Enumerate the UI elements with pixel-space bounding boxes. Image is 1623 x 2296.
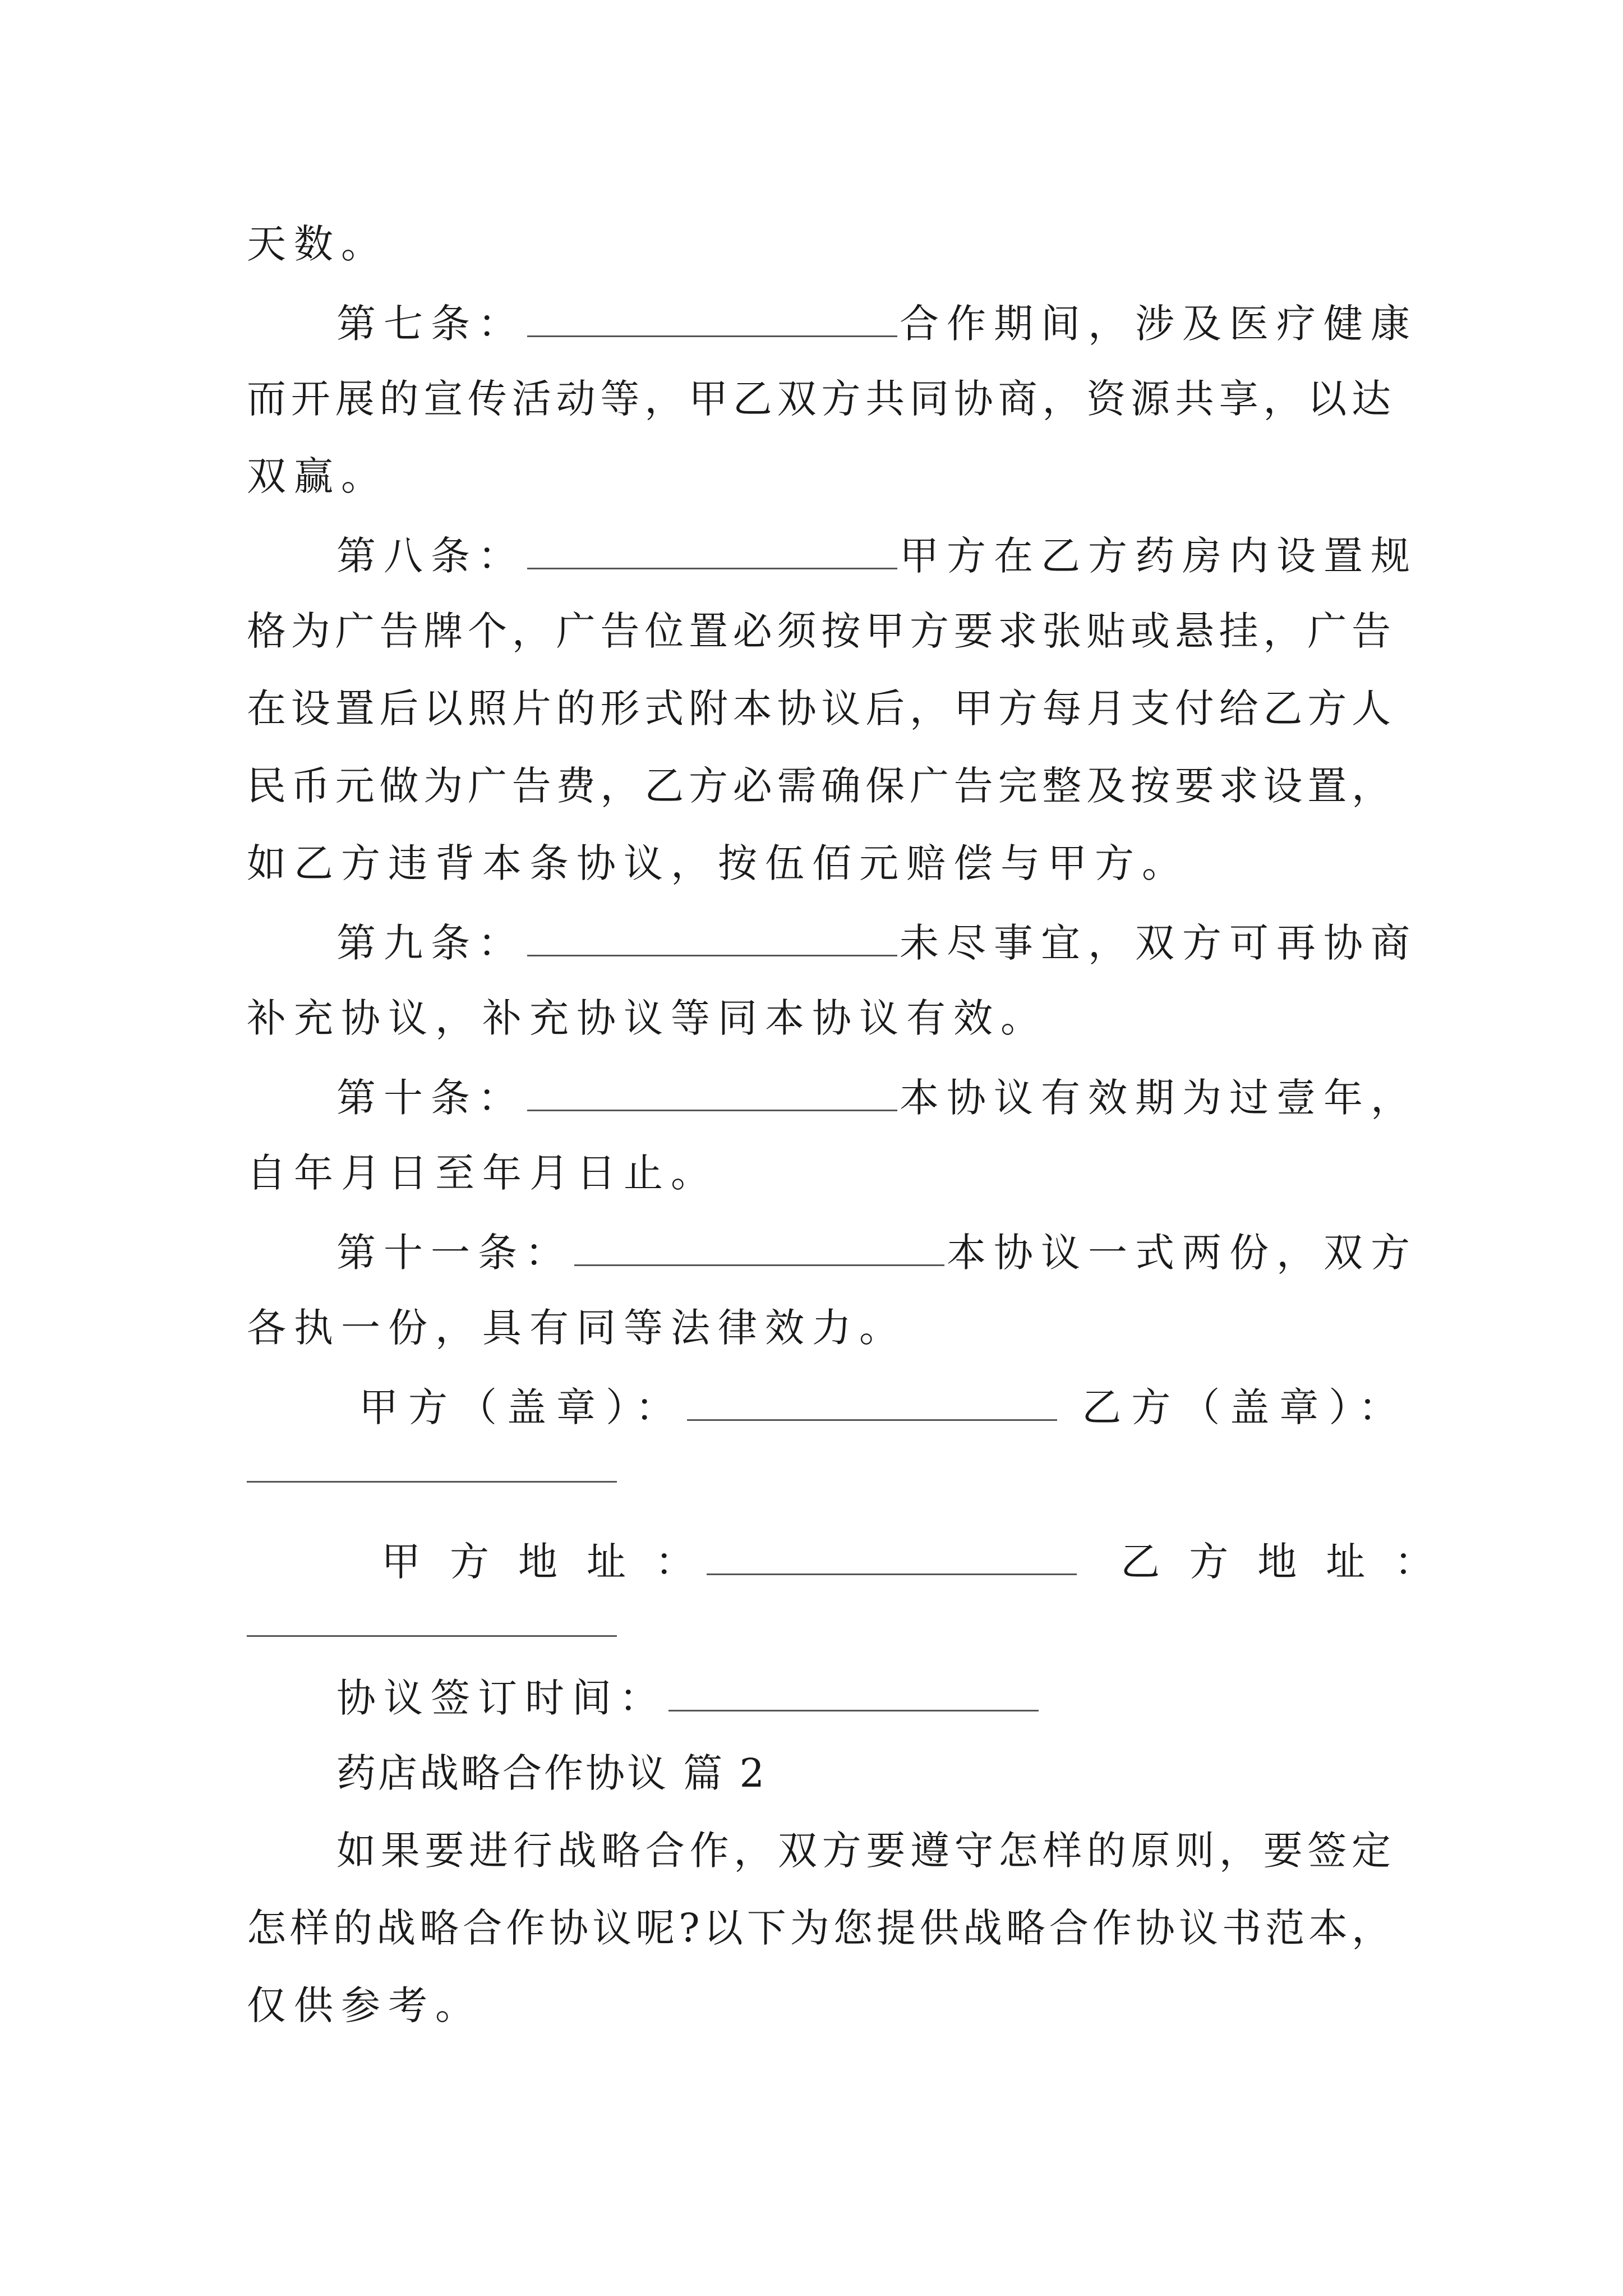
party-a-address-blank[interactable] (707, 1540, 1077, 1575)
article-9-line (336, 920, 1481, 966)
party-a-address-label: 甲方地址： (381, 1539, 723, 1585)
sign-date-label: 协议签订时间： (336, 1675, 666, 1721)
text-line-13: 自年月日至年月日止。 (247, 1150, 718, 1196)
article-10-blank[interactable] (527, 1076, 897, 1111)
text-line-11: 补充协议，补充协议等同本协议有效。 (247, 995, 1048, 1041)
article-8-blank[interactable] (527, 534, 897, 569)
section-title: 药店战略合作协议 篇 2 (336, 1750, 767, 1796)
article-10-label: 第十条： (336, 1075, 525, 1121)
party-a-seal-label: 甲方（盖章）： (359, 1384, 685, 1430)
text-line-1: 天数。 (247, 221, 388, 267)
party-b-seal-blank[interactable] (247, 1481, 617, 1483)
party-b-address-blank[interactable] (247, 1635, 617, 1637)
article-9-label: 第九条： (336, 920, 525, 966)
article-11-line (336, 1230, 1481, 1276)
text-line-8: 民币元做为广告费，乙方必需确保广告完整及按要求设置， (247, 763, 1391, 809)
party-a-seal-blank[interactable] (687, 1386, 1057, 1421)
article-9-blank[interactable] (527, 921, 897, 956)
p2-line-2: 怎样的战略合作协议呢?以下为您提供战略合作协议书范本， (247, 1905, 1391, 1951)
article-7-line (336, 301, 1481, 347)
article-11-text: 本协议一式两份，双方 (947, 1230, 1418, 1276)
text-line-4: 双赢。 (247, 453, 388, 499)
article-7-text: 合作期间，涉及医疗健康 (900, 301, 1418, 347)
article-10-line (336, 1075, 1481, 1121)
party-b-seal-label: 乙方（盖章）： (1082, 1384, 1408, 1430)
seal-line (359, 1384, 1408, 1430)
article-7-label: 第七条： (336, 301, 525, 347)
article-8-label: 第八条： (336, 533, 525, 579)
address-line (381, 1539, 1463, 1585)
p2-line-1 (336, 1828, 1391, 1874)
article-7-blank[interactable] (527, 302, 897, 337)
text-line-6: 格为广告牌个，广告位置必须按甲方要求张贴或悬挂，广告 (247, 608, 1391, 654)
sign-date-line (336, 1675, 1481, 1721)
article-11-blank[interactable] (574, 1231, 944, 1266)
sign-date-blank[interactable] (668, 1676, 1039, 1711)
party-b-address-label: 乙方地址： (1121, 1539, 1463, 1585)
p2-line-3: 仅供参考。 (247, 1982, 482, 2028)
article-8-line (336, 533, 1481, 579)
article-10-text: 本协议有效期为过壹年， (900, 1075, 1418, 1121)
article-9-text: 未尽事宜，双方可再协商 (900, 920, 1418, 966)
text-line-15: 各执一份，具有同等法律效力。 (247, 1305, 906, 1351)
p2-line-1-text: 如果要进行战略合作，双方要遵守怎样的原则，要签定 (336, 1828, 1391, 1874)
article-11-label: 第十一条： (336, 1230, 572, 1276)
text-line-3: 而开展的宣传活动等，甲乙双方共同协商，资源共享，以达 (247, 376, 1391, 422)
article-8-text: 甲方在乙方药房内设置规 (900, 533, 1418, 579)
text-line-7: 在设置后以照片的形式附本协议后，甲方每月支付给乙方人 (247, 685, 1391, 731)
text-line-9: 如乙方违背本条协议，按伍佰元赔偿与甲方。 (247, 840, 1189, 886)
